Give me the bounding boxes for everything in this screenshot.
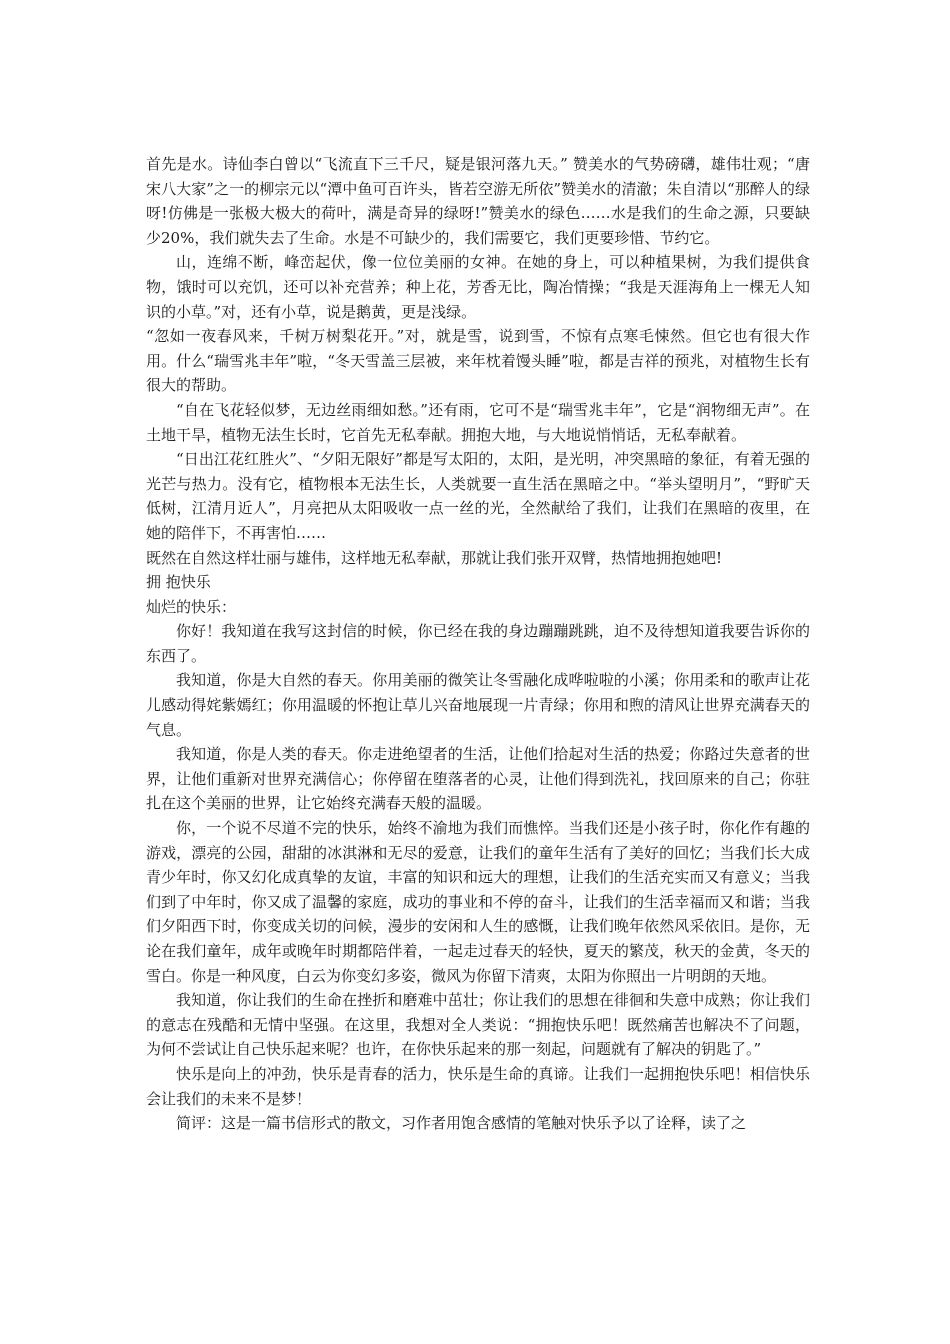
paragraph-water: 首先是水。诗仙李白曾以“飞流直下三千尺，疑是银河落九天。” 赞美水的气势磅礴，雄伟壮观；“唐宋八大家”之一的柳宗元以“潭中鱼可百许头，皆若空游无所依”赞美水的清澈；朱自清以“那醉人的绿呀!仿佛是一张极大极大的荷叶，满是奇异的绿呀!”赞美水的绿色……水是我们的生命之源，只要缺少20%，我们就失去了生命。水是不可缺少的，我们需要它，我们更要珍惜、节约它。 — [146, 155, 810, 247]
paragraph-rain: “自在飞花轻似梦，无边丝雨细如愁。”还有雨，它可不是“瑞雪兆丰年”，它是“润物细无声”。在土地干旱，植物无法生长时，它首先无私奉献。拥抱大地，与大地说悄悄话，无私奉献着。 — [146, 400, 810, 444]
essay-title: 拥 抱快乐 — [146, 573, 211, 592]
paragraph-human-spring: 我知道，你是人类的春天。你走进绝望者的生活，让他们拾起对生活的热爱；你路过失意者的世界，让他们重新对世界充满信心；你停留在堕落者的心灵，让他们得到洗礼，找回原来的自己；你驻扎在这个美丽的世界，让它始终充满春天般的温暖。 — [146, 745, 810, 813]
paragraph-conclusion: 既然在自然这样壮丽与雄伟，这样地无私奉献，那就让我们张开双臂，热情地拥抱她吧! — [146, 548, 723, 567]
paragraph-review: 简评：这是一篇书信形式的散文，习作者用饱含感情的笔触对快乐予以了诠释，读了之 — [176, 1114, 747, 1133]
letter-salutation: 灿烂的快乐： — [146, 597, 237, 616]
paragraph-sun-moon: “日出江花红胜火”、“夕阳无限好”都是写太阳的，太阳，是光明，冲突黑暗的象征，有着无强的光芒与热力。没有它，植物根本无法生长，人类就要一直生活在黑暗之中。“举头望明月”，“野旷天低树，江清月近人”，月亮把从太阳吸收一点一丝的光，全然献给了我们，让我们在黑暗的夜里，在她的陪伴下，不再害怕…… — [146, 450, 810, 542]
paragraph-life-stages: 你，一个说不尽道不完的快乐，始终不渝地为我们而憔悴。当我们还是小孩子时，你化作有趣的游戏，漂亮的公园，甜甜的冰淇淋和无尽的爱意，让我们的童年生活有了美好的回忆；当我们长大成青少年时，你又幻化成真挚的友谊，丰富的知识和远大的理想，让我们的生活充实而又有意义；当我们到了中年时，你又成了温馨的家庭，成功的事业和不停的奋斗，让我们的生活幸福而又和谐；当我们夕阳西下时，你变成关切的问候，漫步的安闲和人生的感慨，让我们晚年依然风采依旧。是你，无论在我们童年，成年或晚年时期都陪伴着，一起走过春天的轻快，夏天的繁茂，秋天的金黄，冬天的雪白。你是一种风度，白云为你变幻多姿，微风为你留下清爽，太阳为你照出一片明朗的天地。 — [146, 819, 810, 985]
paragraph-greeting: 你好！我知道在我写这封信的时候，你已经在我的身边蹦蹦跳跳，迫不及待想知道我要告诉你的东西了。 — [146, 622, 810, 665]
document-body — [146, 152, 810, 1136]
paragraph-nature-spring: 我知道，你是大自然的春天。你用美丽的微笑让冬雪融化成哗啦啦的小溪；你用柔和的歌声让花儿感动得姹紫嫣红；你用温暖的怀抱让草儿兴奋地展现一片青绿；你用和煦的清风让世界充满春天的气息。 — [146, 671, 810, 739]
paragraph-closing: 快乐是向上的冲劲，快乐是青春的活力，快乐是生命的真谛。让我们一起拥抱快乐吧！相信快乐会让我们的未来不是梦！ — [146, 1064, 810, 1108]
paragraph-mountain: 山，连绵不断，峰峦起伏，像一位位美丽的女神。在她的身上，可以种植果树，为我们提供食物，饿时可以充饥，还可以补充营养；种上花，芳香无比，陶冶情操；“我是天涯海角上一棵无人知识的小草。”对，还有小草，说是鹅黄，更是浅绿。 — [146, 253, 810, 321]
paragraph-snow: “忽如一夜春风来，千树万树梨花开。”对，就是雪，说到雪，不惊有点寒毛悚然。但它也有很大作用。什么“瑞雪兆丰年”啦，“冬天雪盖三层被，来年枕着馒头睡”啦，都是吉祥的预兆，对植物生长有很大的帮助。 — [146, 327, 810, 395]
paragraph-embrace: 我知道，你让我们的生命在挫折和磨难中茁壮；你让我们的思想在徘徊和失意中成熟；你让我们的意志在残酷和无情中坚强。在这里，我想对全人类说：“拥抱快乐吧！既然痛苦也解决不了问题，为何不尝试让自己快乐起来呢？也许，在你快乐起来的那一刻起，问题就有了解决的钥匙了。” — [146, 991, 810, 1059]
